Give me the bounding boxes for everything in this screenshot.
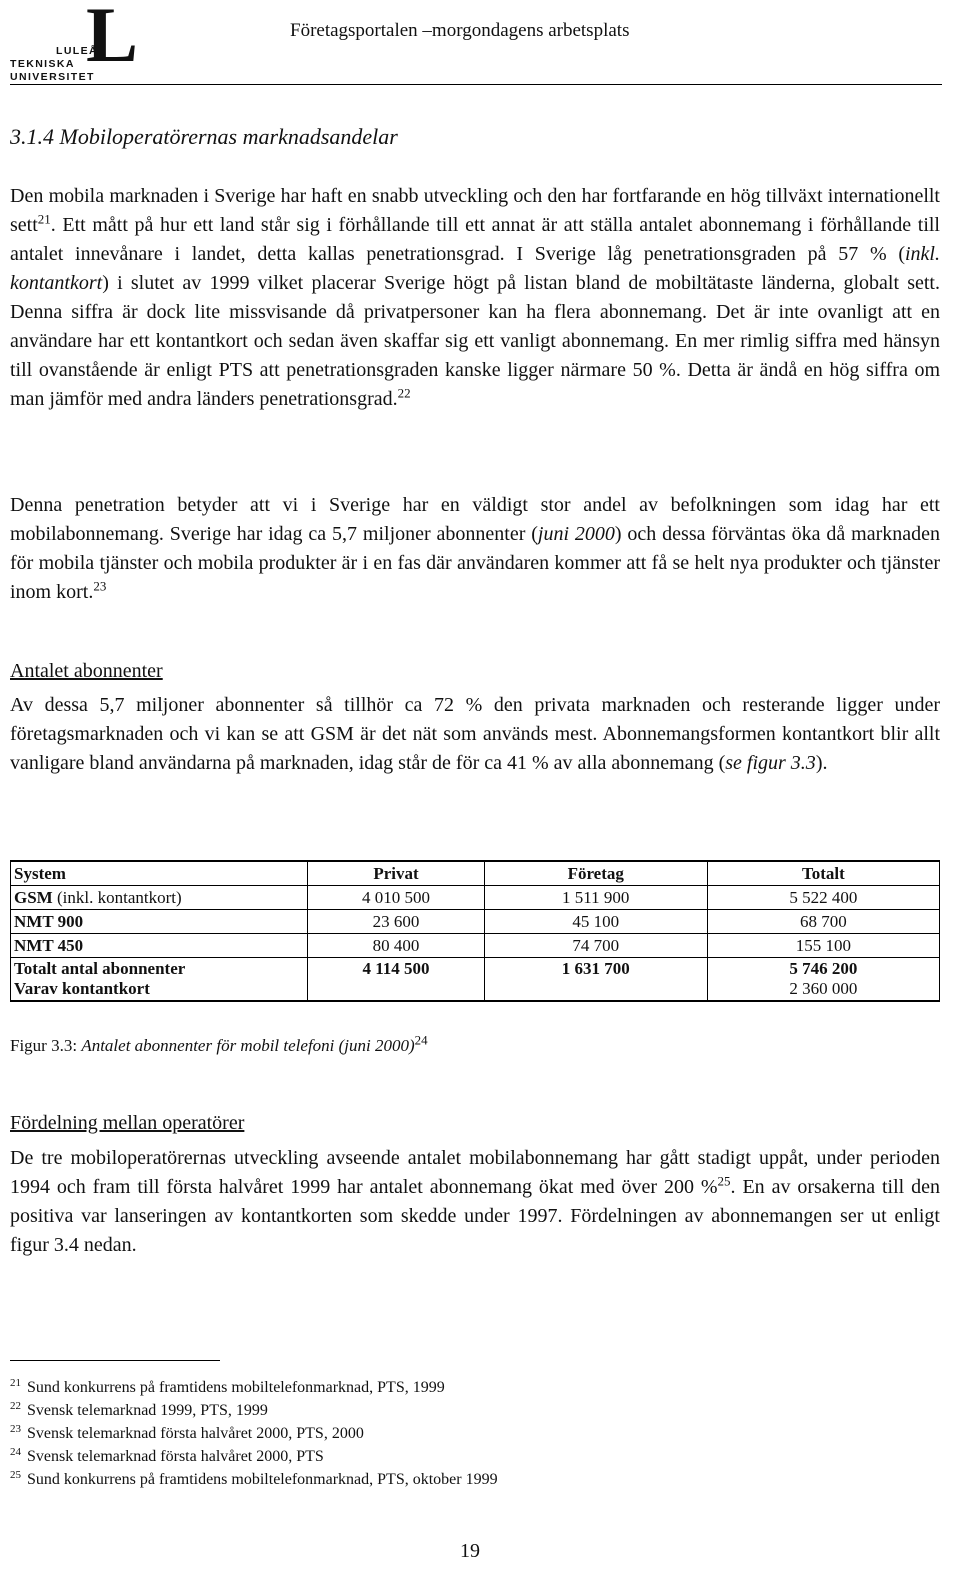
cell-totalt: 68 700: [707, 910, 939, 934]
footnote: $^{24}$ Svensk telemarknad första halvåret 2000, PTS: [10, 1445, 324, 1465]
footnote-ref-25: 25: [717, 1173, 731, 1189]
p4-text-a: De tre mobiloperatörernas utveckling avseende antalet mobilabonnemang har gått stadigt uppåt, under perioden 1994 och fram till första halvåret 1999 har antalet abonnemang ökat med över 200 %: [10, 1147, 940, 1198]
subscribers-table: [10, 860, 940, 1002]
cell-foretag: 74 700: [484, 934, 707, 958]
col-header-privat: Privat: [308, 861, 485, 886]
page-number: 19: [460, 1540, 480, 1562]
cell-privat: 4 010 500: [308, 886, 485, 910]
p3-text-a: Av dessa 5,7 miljoner abonnenter så tillhör ca 72 % den privata marknaden och resterande ligger under företagsmarknaden och vi kan se att GSM är det nät som används mest. Abonnemangsformen kontantkort blir allt vanligare bland användarna på marknaden, idag står de för ca 41 % av alla abonnemang (: [10, 694, 940, 774]
p3-italic: se figur 3.3: [725, 752, 816, 774]
footnote-divider: [10, 1360, 220, 1361]
cell-totalt: 155 100: [707, 934, 939, 958]
footnote-ref-22: 22: [397, 385, 411, 401]
table-row: [11, 910, 940, 934]
footnote-ref-21: 21: [37, 211, 51, 227]
running-header-title: Företagsportalen –morgondagens arbetsplats: [290, 20, 630, 41]
cell-privat: 23 600: [308, 910, 485, 934]
p3-text-b: ).: [815, 752, 828, 774]
footnote: $^{21}$ Sund konkurrens på framtidens mobiltelefonmarknad, PTS, 1999: [10, 1376, 445, 1396]
footnote: $^{25}$ Sund konkurrens på framtidens mobiltelefonmarknad, PTS, oktober 1999: [10, 1468, 498, 1488]
p4-text-b: . En av orsakerna till den positiva var lanseringen av kontantkorten som skedde under 1997. Fördelningen av abonnemangen ser ut enligt figur 3.4 nedan.: [10, 1176, 940, 1256]
section-heading: 3.1.4 Mobiloperatörernas marknadsandelar: [10, 124, 398, 149]
footnote-ref-24: 24: [414, 1032, 428, 1048]
p1-text-c: ) i slutet av 1999 vilket placerar Sverige högt på listan bland de mobiltätaste länderna, globalt sett. Denna siffra är dock lite missvisande då privatpersoner kan ha flera abonnemang. Det är inte ovanligt att en användare har ett kontantkort och sedan även skaffar sig ett vanligt abonnemang. En mer rimlig siffra med hänsyn till ovanstående är enligt PTS att penetrationsgraden kanske ligger närmare 50 %. Detta är ändå en hög siffra om man jämför med andra länders penetrationsgrad.: [10, 272, 940, 410]
col-header-totalt: Totalt: [707, 861, 939, 886]
kontantkort-totalt: 2 360 000: [789, 979, 858, 998]
p1-text-b: . Ett mått på hur ett land står sig i förhållande till ett annat är att ställa antalet abonnemang i förhållande till antalet innevånare i landet, detta kallas penetrationsgrad. I Sverige låg penetrationsgraden på 57 % (: [10, 214, 940, 265]
row-label: NMT 450: [11, 934, 308, 958]
p1-italic: inkl. kontantkort: [10, 243, 940, 294]
table-row: [11, 934, 940, 958]
logo-line-1: LULEÅ: [56, 45, 98, 57]
subheading-fordelning: Fördelning mellan operatörer: [10, 1112, 245, 1134]
paragraph-subscribers: [10, 491, 940, 607]
total-foretag: 1 631 700: [484, 958, 707, 1002]
paragraph-penetration: [10, 182, 940, 414]
table-total-row: [11, 958, 940, 1002]
footnote: $^{22}$ Svensk telemarknad 1999, PTS, 1999: [10, 1399, 268, 1419]
p2-italic: juni 2000: [537, 523, 615, 545]
cell-totalt: 5 522 400: [707, 886, 939, 910]
footnote: $^{23}$ Svensk telemarknad första halvåret 2000, PTS, 2000: [10, 1422, 364, 1442]
table-row: [11, 886, 940, 910]
cell-foretag: 45 100: [484, 910, 707, 934]
paragraph-market-split: [10, 691, 940, 778]
kontantkort-label: Varav kontantkort: [14, 979, 150, 998]
footnotes: [10, 1376, 498, 1491]
university-logo: [8, 0, 148, 83]
p2-text-b: ) och dessa förväntas öka då marknaden för mobila tjänster och mobila produkter är i en fas där användaren kommer att få se helt nya produkter och tjänster inom kort.: [10, 523, 940, 603]
total-totalt: 5 746 200: [789, 959, 858, 978]
p1-text-a: Den mobila marknaden i Sverige har haft en snabb utveckling och den har fortfarande en hög tillväxt internationellt sett: [10, 185, 940, 236]
paragraph-operators: [10, 1144, 940, 1260]
logo-letter: L: [86, 0, 139, 78]
table-header-row: [11, 861, 940, 886]
logo-line-3: UNIVERSITET: [10, 71, 95, 83]
total-totalt-cell: [707, 958, 939, 1002]
p2-text-a: Denna penetration betyder att vi i Sverige har en väldigt stor andel av befolkningen som idag har ett mobilabonnemang. Sverige har idag ca 5,7 miljoner abonnenter (: [10, 494, 940, 545]
header-divider: [10, 84, 942, 85]
total-privat: 4 114 500: [308, 958, 485, 1002]
caption-text: Antalet abonnenter för mobil telefoni (juni 2000): [81, 1036, 415, 1055]
total-label: Totalt antal abonnenter: [14, 959, 186, 978]
row-label: GSM (inkl. kontantkort): [11, 886, 308, 910]
subheading-antalet-abonnenter: Antalet abonnenter: [10, 660, 163, 682]
col-header-system: System: [11, 861, 308, 886]
logo-line-2: TEKNISKA: [10, 58, 75, 70]
caption-prefix: Figur 3.3:: [10, 1036, 82, 1055]
cell-privat: 80 400: [308, 934, 485, 958]
figure-caption: [10, 1032, 428, 1056]
col-header-foretag: Företag: [484, 861, 707, 886]
cell-foretag: 1 511 900: [484, 886, 707, 910]
row-label: NMT 900: [11, 910, 308, 934]
total-label-cell: [11, 958, 308, 1002]
footnote-ref-23: 23: [93, 578, 107, 594]
